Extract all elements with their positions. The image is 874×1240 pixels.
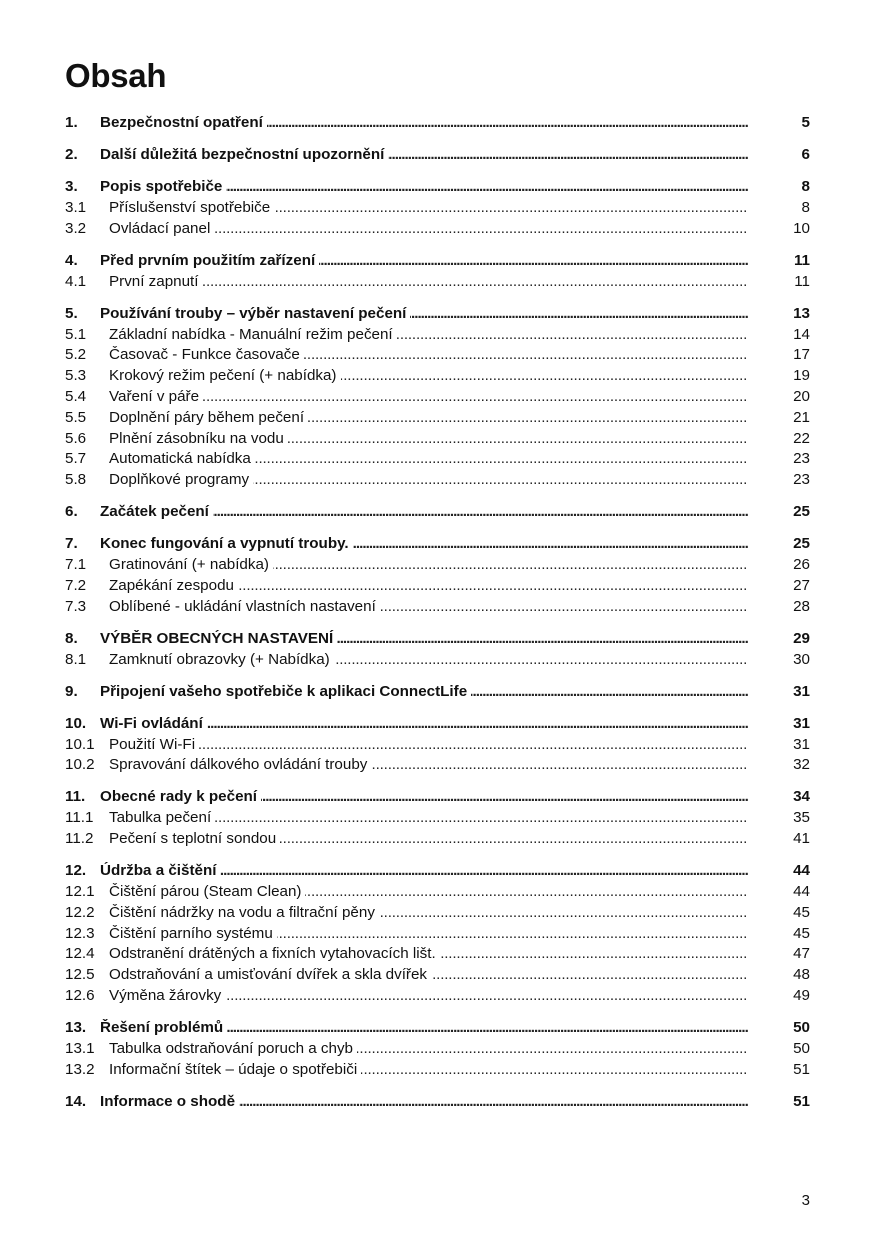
toc-entry-number: 7.3 [65, 597, 87, 615]
toc-entry-number: 12.1 [65, 882, 95, 900]
toc-entry-leader [109, 945, 748, 962]
toc-entry-number: 8. [65, 629, 78, 647]
toc-entry-number: 9. [65, 682, 78, 700]
toc-subsection-entry[interactable] [65, 966, 810, 987]
toc-entry-page: 32 [793, 756, 810, 774]
toc-entry-leader [100, 788, 748, 805]
toc-section-entry[interactable] [65, 862, 810, 883]
toc-section [65, 862, 810, 1008]
toc-entry-title: Odstraňování a umisťování dvířek a skla dvířek [109, 966, 431, 983]
toc-entry-number: 13. [65, 1019, 87, 1037]
toc-entry-title: Zamknutí obrazovky (+ Nabídka) [109, 651, 334, 668]
toc-entry-title: Oblíbené - ukládání vlastních nastavení [109, 598, 380, 615]
toc-section-entry[interactable] [65, 715, 810, 736]
toc-entry-title: Tabulka pečení [109, 809, 215, 826]
toc-entry-title: Vaření v páře [109, 388, 203, 405]
toc-subsection-entry[interactable] [65, 736, 810, 757]
toc-entry-leader [109, 756, 748, 773]
toc-entry-title: Informační štítek – údaje o spotřebiči [109, 1061, 361, 1078]
toc-entry-number: 14. [65, 1092, 87, 1110]
toc-entry-title: Informace o shodě [100, 1093, 239, 1110]
toc-entry-number: 13.2 [65, 1060, 95, 1078]
toc-section-entry[interactable] [65, 683, 810, 704]
toc-section-entry[interactable] [65, 305, 810, 326]
toc-entry-leader [100, 305, 748, 322]
toc-section-entry[interactable] [65, 535, 810, 556]
toc-entry-number: 10.1 [65, 735, 95, 753]
toc-subsection-entry[interactable] [65, 987, 810, 1008]
toc-entry-page: 27 [793, 576, 810, 594]
toc-entry-leader [100, 1093, 748, 1110]
toc-entry-number: 1. [65, 114, 78, 131]
toc-subsection-entry[interactable] [65, 471, 810, 492]
toc-entry-page: 25 [793, 535, 810, 553]
toc-section [65, 146, 810, 167]
toc-entry-number: 4.1 [65, 272, 87, 290]
toc-subsection-entry[interactable] [65, 1061, 810, 1082]
table-of-contents [65, 114, 810, 1114]
toc-entry-number: 2. [65, 146, 78, 164]
toc-entry-page: 6 [801, 146, 810, 164]
toc-entry-leader [109, 471, 748, 488]
toc-entry-title: Řešení problémů [100, 1019, 227, 1036]
toc-entry-number: 12. [65, 862, 87, 880]
toc-entry-number: 11. [65, 788, 86, 806]
toc-entry-title: Gratinování (+ nabídka) [109, 556, 273, 573]
toc-entry-page: 28 [793, 597, 810, 615]
toc-subsection-entry[interactable] [65, 430, 810, 451]
toc-entry-title: Krokový režim pečení (+ nabídka) [109, 367, 341, 384]
toc-entry-title: Pečení s teplotní sondou [109, 830, 280, 847]
toc-entry-page: 31 [793, 682, 810, 700]
toc-entry-leader [100, 535, 748, 552]
toc-entry-title: Základní nabídka - Manuální režim pečení [109, 326, 397, 343]
toc-entry-page: 10 [793, 219, 810, 237]
toc-entry-leader [100, 715, 748, 732]
toc-entry-title: Čištění párou (Steam Clean) [109, 883, 305, 900]
toc-entry-leader [109, 388, 748, 405]
toc-section [65, 788, 810, 850]
toc-subsection-entry[interactable] [65, 326, 810, 347]
toc-entry-number: 6. [65, 503, 78, 521]
toc-entry-number: 12.6 [65, 986, 95, 1004]
toc-subsection-entry[interactable] [65, 830, 810, 851]
toc-entry-page: 45 [793, 924, 810, 942]
toc-subsection-entry[interactable] [65, 945, 810, 966]
toc-entry-page: 44 [793, 862, 810, 880]
toc-entry-number: 3. [65, 178, 78, 196]
toc-entry-page: 23 [793, 450, 810, 468]
toc-entry-leader [109, 367, 748, 384]
toc-section-entry[interactable] [65, 252, 810, 273]
toc-entry-leader [109, 809, 748, 826]
toc-entry-number: 5.3 [65, 367, 87, 385]
toc-entry-leader [109, 199, 748, 216]
toc-entry-number: 11.1 [65, 809, 94, 827]
toc-subsection-entry[interactable] [65, 577, 810, 598]
toc-entry-page: 50 [793, 1039, 810, 1057]
toc-entry-page: 8 [801, 198, 810, 216]
toc-entry-number: 10.2 [65, 756, 95, 774]
toc-section-entry[interactable] [65, 146, 810, 167]
toc-entry-title: Čištění nádržky na vodu a filtrační pěny [109, 904, 379, 921]
toc-entry-page: 35 [793, 809, 810, 827]
toc-entry-title: Údržba a čištění [100, 862, 220, 879]
toc-subsection-entry[interactable] [65, 883, 810, 904]
page-number: 3 [801, 1192, 810, 1209]
toc-subsection-entry[interactable] [65, 220, 810, 241]
toc-entry-title: Použití Wi-Fi [109, 736, 199, 753]
toc-entry-number: 12.5 [65, 966, 95, 984]
toc-section-entry[interactable] [65, 630, 810, 651]
toc-entry-title: Doplnění páry během pečení [109, 409, 308, 426]
toc-entry-page: 41 [793, 830, 810, 848]
toc-entry-number: 5.8 [65, 471, 87, 489]
toc-entry-page: 49 [793, 986, 810, 1004]
toc-section [65, 630, 810, 672]
toc-subsection-entry[interactable] [65, 199, 810, 220]
toc-section-entry[interactable] [65, 114, 810, 135]
toc-entry-title: Používání trouby – výběr nastavení pečení [100, 305, 410, 322]
toc-entry-title: Odstranění drátěných a fixních vytahovacích lišt. [109, 945, 440, 962]
toc-subsection-entry[interactable] [65, 388, 810, 409]
toc-subsection-entry[interactable] [65, 1040, 810, 1061]
toc-entry-leader [109, 987, 748, 1004]
toc-section-entry[interactable] [65, 178, 810, 199]
toc-entry-leader [109, 430, 748, 447]
toc-entry-leader [100, 1019, 748, 1036]
toc-entry-leader [109, 556, 748, 573]
toc-subsection-entry[interactable] [65, 925, 810, 946]
toc-entry-number: 7.1 [65, 556, 87, 574]
toc-entry-leader [109, 736, 748, 753]
toc-entry-page: 44 [793, 882, 810, 900]
toc-entry-leader [109, 830, 748, 847]
toc-entry-number: 12.3 [65, 924, 95, 942]
toc-section [65, 1019, 810, 1081]
toc-section [65, 114, 810, 135]
toc-entry-page: 21 [793, 408, 810, 426]
toc-entry-title: VÝBĚR OBECNÝCH NASTAVENÍ [100, 630, 337, 647]
toc-entry-title: Před prvním použitím zařízení [100, 252, 319, 269]
toc-entry-number: 5.4 [65, 387, 87, 405]
toc-section-entry[interactable] [65, 1019, 810, 1040]
toc-entry-page: 51 [793, 1092, 810, 1110]
toc-entry-page: 17 [793, 346, 810, 364]
toc-entry-leader [100, 683, 748, 700]
toc-entry-leader [100, 503, 748, 520]
toc-entry-page: 5 [801, 114, 810, 131]
toc-section [65, 305, 810, 492]
toc-entry-leader [109, 1040, 748, 1057]
toc-entry-title: Čištění parního systému [109, 925, 277, 942]
toc-section [65, 503, 810, 524]
toc-entry-leader [100, 252, 748, 269]
toc-entry-number: 10. [65, 714, 87, 732]
toc-entry-page: 45 [793, 903, 810, 921]
toc-entry-leader [109, 577, 748, 594]
toc-entry-number: 13.1 [65, 1039, 95, 1057]
toc-entry-number: 4. [65, 251, 78, 269]
toc-entry-leader [109, 409, 748, 426]
toc-entry-title: Plnění zásobníku na vodu [109, 430, 288, 447]
toc-entry-page: 26 [793, 556, 810, 574]
toc-entry-number: 7.2 [65, 576, 87, 594]
toc-entry-page: 30 [793, 650, 810, 668]
toc-entry-number: 5.6 [65, 429, 87, 447]
toc-entry-number: 5.2 [65, 346, 87, 364]
toc-subsection-entry[interactable] [65, 409, 810, 430]
toc-entry-leader [109, 346, 748, 363]
toc-entry-page: 29 [793, 629, 810, 647]
toc-entry-leader [109, 904, 748, 921]
toc-subsection-entry[interactable] [65, 346, 810, 367]
toc-entry-title: Začátek pečení [100, 503, 213, 520]
toc-entry-title: Příslušenství spotřebiče [109, 199, 274, 216]
toc-subsection-entry[interactable] [65, 651, 810, 672]
toc-entry-page: 20 [793, 387, 810, 405]
toc-entry-number: 7. [65, 535, 78, 553]
toc-subsection-entry[interactable] [65, 556, 810, 577]
toc-section [65, 715, 810, 777]
toc-entry-title: Popis spotřebiče [100, 178, 226, 195]
toc-subsection-entry[interactable] [65, 809, 810, 830]
toc-entry-leader [109, 220, 748, 237]
toc-entry-number: 11.2 [65, 830, 94, 848]
toc-entry-page: 47 [793, 945, 810, 963]
toc-section [65, 535, 810, 618]
toc-entry-number: 3.1 [65, 198, 87, 216]
toc-entry-number: 12.4 [65, 945, 95, 963]
toc-entry-page: 31 [793, 735, 810, 753]
toc-subsection-entry[interactable] [65, 273, 810, 294]
toc-section [65, 1093, 810, 1114]
toc-entry-leader [100, 178, 748, 195]
toc-entry-page: 50 [793, 1019, 810, 1037]
toc-entry-title: Tabulka odstraňování poruch a chyb [109, 1040, 357, 1057]
toc-entry-leader [109, 883, 748, 900]
toc-entry-page: 11 [793, 251, 810, 269]
toc-entry-page: 34 [793, 788, 810, 806]
toc-section [65, 178, 810, 240]
toc-section [65, 683, 810, 704]
toc-entry-leader [100, 114, 748, 131]
toc-entry-page: 31 [793, 714, 810, 732]
toc-entry-page: 22 [793, 429, 810, 447]
toc-entry-title: Další důležitá bezpečnostní upozornění [100, 146, 388, 163]
toc-entry-number: 12.2 [65, 903, 95, 921]
toc-entry-page: 14 [793, 325, 810, 343]
toc-entry-leader [109, 966, 748, 983]
toc-entry-page: 23 [793, 471, 810, 489]
toc-entry-title: Spravování dálkového ovládání trouby [109, 756, 371, 773]
toc-entry-leader [100, 630, 748, 647]
toc-entry-title: Časovač - Funkce časovače [109, 346, 304, 363]
toc-entry-leader [109, 326, 748, 343]
toc-section [65, 252, 810, 294]
toc-subsection-entry[interactable] [65, 598, 810, 619]
toc-entry-title: Výměna žárovky [109, 987, 225, 1004]
toc-subsection-entry[interactable] [65, 904, 810, 925]
toc-entry-title: Wi-Fi ovládání [100, 715, 207, 732]
toc-section-entry[interactable] [65, 788, 810, 809]
toc-entry-leader [109, 1061, 748, 1078]
toc-entry-page: 48 [793, 966, 810, 984]
toc-entry-title: Obecné rady k pečení [100, 788, 261, 805]
toc-entry-number: 8.1 [65, 650, 87, 668]
toc-entry-title: Zapékání zespodu [109, 577, 238, 594]
toc-entry-leader [109, 651, 748, 668]
toc-subsection-entry[interactable] [65, 367, 810, 388]
toc-entry-title: První zapnutí [109, 273, 203, 290]
toc-entry-leader [100, 146, 748, 163]
toc-entry-title: Připojení vašeho spotřebiče k aplikaci ConnectLife [100, 683, 471, 700]
toc-entry-number: 5. [65, 304, 78, 322]
toc-entry-leader [109, 598, 748, 615]
toc-entry-number: 5.7 [65, 450, 87, 468]
toc-entry-leader [109, 450, 748, 467]
toc-subsection-entry[interactable] [65, 450, 810, 471]
toc-entry-page: 13 [793, 304, 810, 322]
toc-subsection-entry[interactable] [65, 756, 810, 777]
toc-entry-title: Automatická nabídka [109, 450, 255, 467]
toc-entry-page: 19 [793, 367, 810, 385]
toc-entry-leader [100, 862, 748, 879]
toc-entry-number: 3.2 [65, 219, 87, 237]
toc-entry-page: 25 [793, 503, 810, 521]
toc-entry-leader [109, 273, 748, 290]
page-title: Obsah [65, 57, 167, 94]
toc-entry-page: 51 [793, 1060, 810, 1078]
toc-section-entry[interactable] [65, 1093, 810, 1114]
toc-section-entry[interactable] [65, 503, 810, 524]
toc-entry-leader [109, 925, 748, 942]
toc-entry-number: 5.1 [65, 325, 87, 343]
toc-entry-title: Doplňkové programy [109, 471, 253, 488]
toc-entry-title: Bezpečnostní opatření [100, 114, 267, 131]
toc-entry-page: 8 [801, 178, 810, 196]
toc-entry-title: Ovládací panel [109, 220, 214, 237]
toc-entry-page: 11 [794, 272, 810, 290]
toc-entry-title: Konec fungování a vypnutí trouby. [100, 535, 353, 552]
toc-entry-number: 5.5 [65, 408, 87, 426]
